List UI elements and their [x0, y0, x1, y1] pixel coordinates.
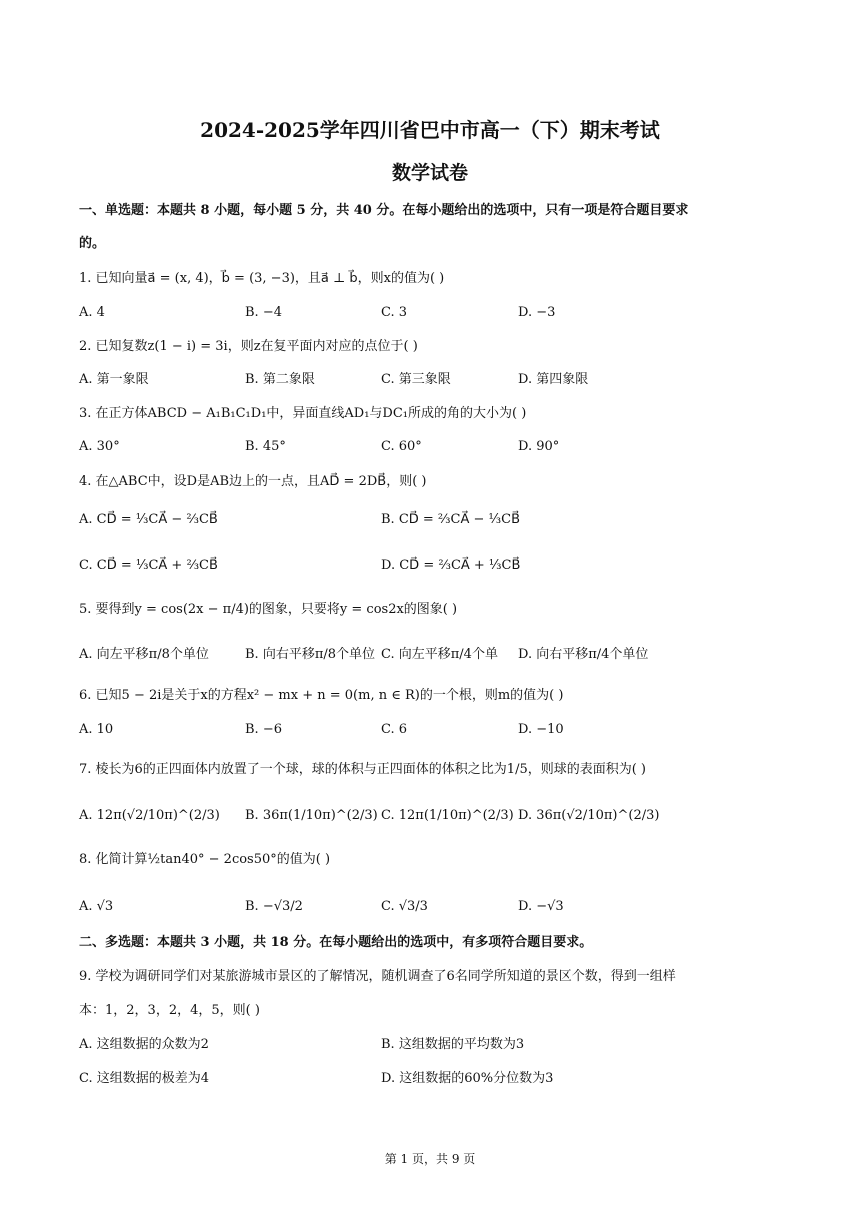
option: A. 向左平移π/8个单位: [79, 647, 209, 662]
option: D. 这组数据的60%分位数为3: [381, 1071, 554, 1086]
section-heading-single-cont: 的。: [79, 236, 106, 251]
option: A. CD⃗ = ⅓CA⃗ − ⅔CB⃗: [79, 512, 218, 527]
page-title: 2024-2025学年四川省巴中市高一（下）期末考试: [200, 118, 660, 142]
question-stem: 5. 要得到y = cos(2x − π/4)的图象，只要将y = cos2x的图象( ): [79, 602, 458, 617]
option: A. 12π(√2/10π)^(2/3): [79, 808, 220, 823]
option: B. 第二象限: [245, 372, 315, 387]
option: C. 向左平移π/4个单: [381, 647, 498, 662]
option: A. √3: [79, 899, 114, 914]
option: B. −4: [245, 305, 282, 320]
option: B. 36π(1/10π)^(2/3): [245, 808, 378, 823]
option: A. 30°: [79, 439, 120, 454]
question-stem: 6. 已知5 − 2i是关于x的方程x² − mx + n = 0(m, n ∈ R)的一个根，则m的值为( ): [79, 688, 564, 703]
option: A. 4: [79, 305, 105, 320]
option: D. 90°: [518, 439, 560, 454]
option: A. 这组数据的众数为2: [79, 1037, 209, 1052]
option: C. 3: [381, 305, 408, 320]
option: D. 第四象限: [518, 372, 589, 387]
question-stem: 8. 化简计算½tan40° − 2cos50°的值为( ): [79, 852, 331, 867]
question-stem: 3. 在正方体ABCD − A₁B₁C₁D₁中，异面直线AD₁与DC₁所成的角的大小为( ): [79, 406, 527, 421]
question-stem: 1. 已知向量a⃗ = (x, 4)，b⃗ = (3, −3)，且a⃗ ⊥ b⃗，则x的值为( ): [79, 271, 445, 286]
option: D. 向右平移π/4个单位: [518, 647, 649, 662]
option: A. 第一象限: [79, 372, 149, 387]
option: B. 这组数据的平均数为3: [381, 1037, 525, 1052]
option: C. 60°: [381, 439, 422, 454]
option: C. 第三象限: [381, 372, 451, 387]
question-stem: 7. 棱长为6的正四面体内放置了一个球，球的体积与正四面体的体积之比为1/5，则球的表面积为( ): [79, 762, 647, 777]
option: D. −10: [518, 722, 564, 737]
option: C. 6: [381, 722, 408, 737]
section-heading-multi: 二、多选题：本题共 3 小题，共 18 分。在每小题给出的选项中，有多项符合题目要求。: [79, 935, 593, 950]
section-heading-single: 一、单选题：本题共 8 小题，每小题 5 分，共 40 分。在每小题给出的选项中，只有一项是符合题目要求: [79, 203, 689, 218]
question-stem-cont: 本：1，2，3，2，4，5，则( ): [79, 1003, 260, 1018]
question-stem: 2. 已知复数z(1 − i) = 3i，则z在复平面内对应的点位于( ): [79, 339, 418, 354]
option: B. 45°: [245, 439, 286, 454]
option: B. −√3/2: [245, 899, 303, 914]
option: C. CD⃗ = ⅓CA⃗ + ⅔CB⃗: [79, 558, 218, 573]
question-stem: 9. 学校为调研同学们对某旅游城市景区的了解情况，随机调查了6名同学所知道的景区个数，得到一组样: [79, 969, 676, 984]
option: C. 这组数据的极差为4: [79, 1071, 210, 1086]
page-subtitle: 数学试卷: [391, 162, 468, 184]
option: D. −√3: [518, 899, 564, 914]
option: B. 向右平移π/8个单位: [245, 647, 376, 662]
option: A. 10: [79, 722, 114, 737]
option: B. −6: [245, 722, 282, 737]
option: D. CD⃗ = ⅔CA⃗ + ⅓CB⃗: [381, 558, 521, 573]
question-stem: 4. 在△ABC中，设D是AB边上的一点，且AD⃗ = 2DB⃗，则( ): [79, 474, 427, 489]
option: C. 12π(1/10π)^(2/3): [381, 808, 514, 823]
option: B. CD⃗ = ⅔CA⃗ − ⅓CB⃗: [381, 512, 520, 527]
option: D. −3: [518, 305, 556, 320]
option: C. √3/3: [381, 899, 428, 914]
option: D. 36π(√2/10π)^(2/3): [518, 808, 660, 823]
page-footer: 第 1 页，共 9 页: [384, 1152, 476, 1166]
